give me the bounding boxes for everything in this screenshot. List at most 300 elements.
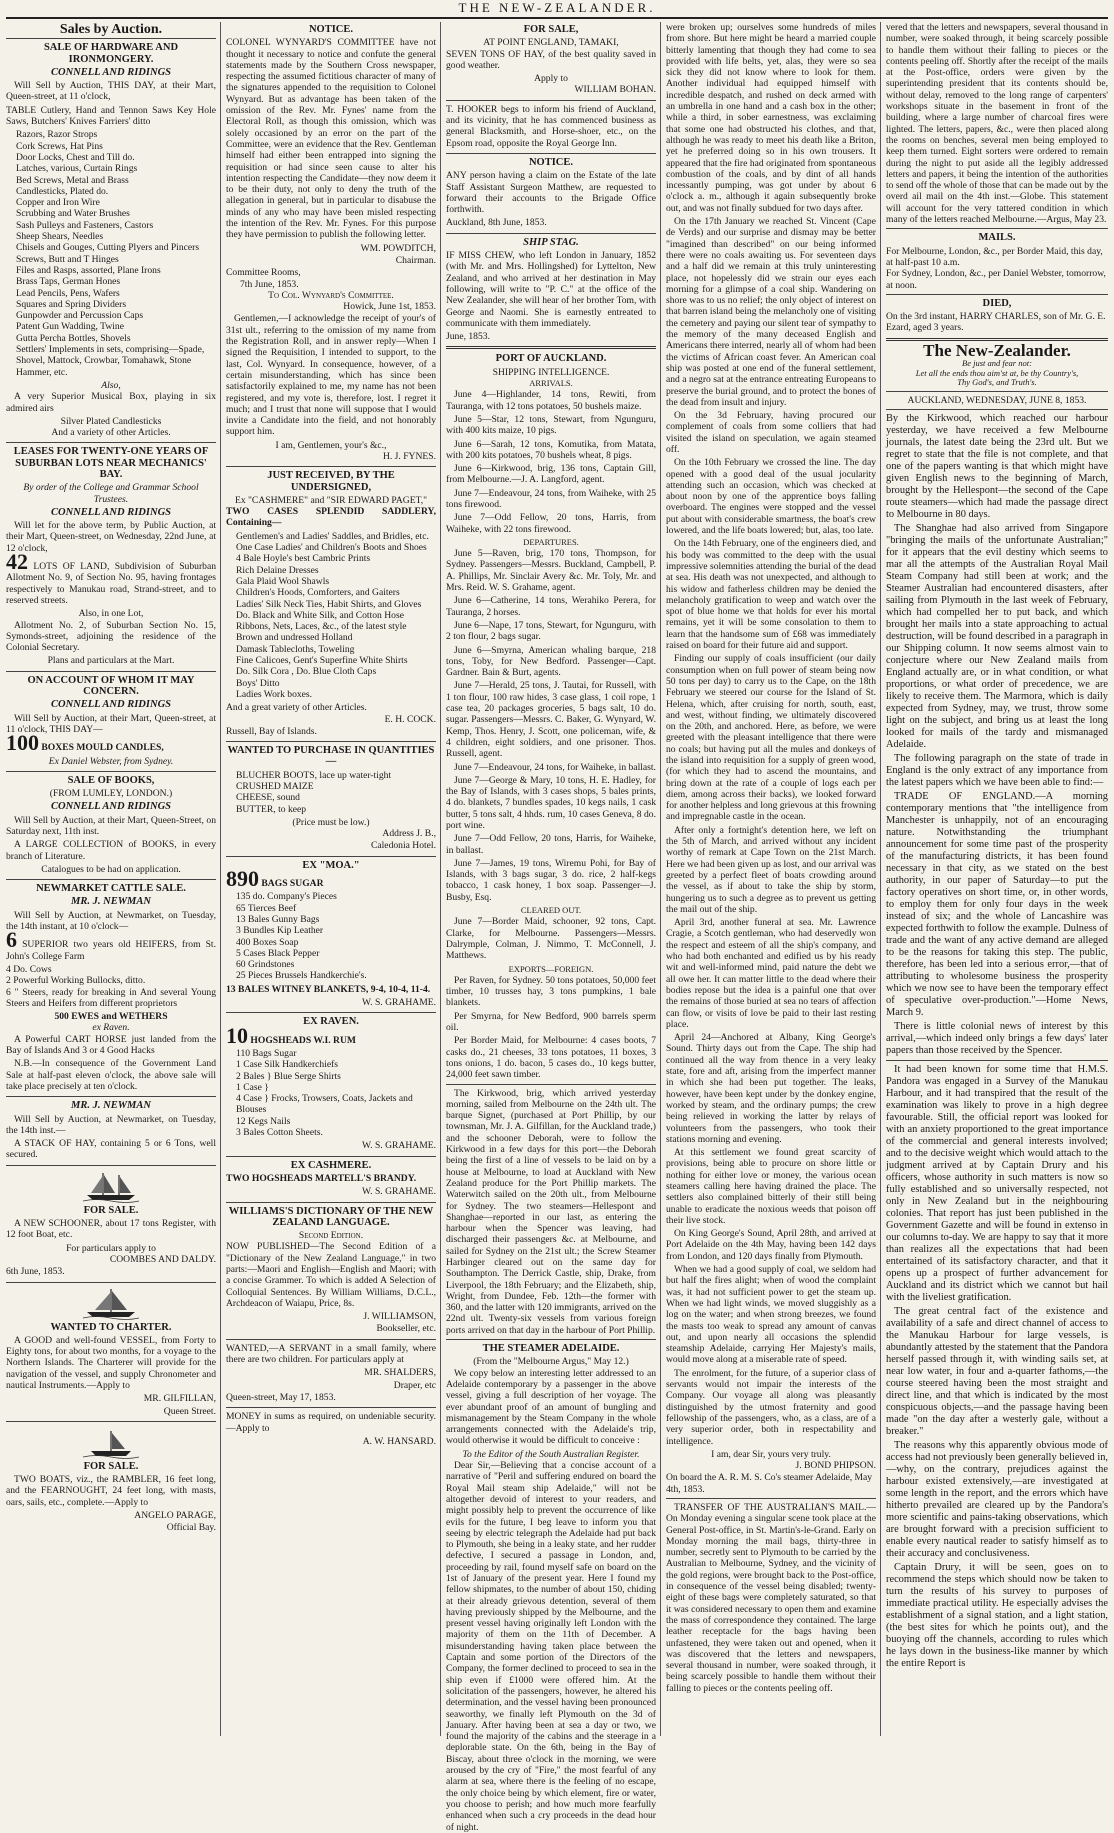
- shipping-entry: June 7—Endeavour, 24 tons, from Waiheke, with 25 tons firewood.: [446, 487, 656, 510]
- ad-text: IF MISS CHEW, who left London in January, 1852 (with Mr. and Mrs. Hollingshed) for Lyttelton, New Zealand, and who arrived at her destination in May following, will write to "P. C." at the office of the New Zealander, she will hear of her brother Tom, with George and Naomi. She is earnestly entreated to communicate with them immediately.: [446, 250, 656, 329]
- signature: H. J. FYNES.: [382, 450, 436, 462]
- list-item: 4 Case } Frocks, Trowsers, Coats, Jackets and Blouses: [236, 1093, 413, 1116]
- signature: J. BOND PHIPSON.: [795, 1460, 876, 1472]
- blacksmith-ad: [446, 104, 656, 149]
- ad-text: TWO BOATS, viz., the RAMBLER, 16 feet long, and the FEARNOUGHT, 24 feet long, with masts, oars, sails, etc., complete.—Apply to: [6, 1474, 216, 1508]
- letter-text: On the 10th February we crossed the line. The day opened with a good deal of the usual jocularity attending such an occasion, which was checked at about noon by one of the apprentice boys falling overboard. The engines were stopped and the vessel put about with considerable smartness, the boat's crew lowered, and the life boats lowered; but, alas, too late.: [666, 457, 876, 537]
- ad-date: Auckland, 8th June, 1853.: [446, 217, 547, 229]
- rule: [6, 671, 216, 672]
- box-count: 100: [6, 730, 39, 756]
- shipping-entry: June 6—Smyrna, American whaling barque, 218 tons, Toby, for New Bedford. Passenger—Capt. Gardner. Bain & Burt, agents.: [446, 644, 656, 679]
- list-item: Children's Hoods, Comforters, and Gaiters: [236, 587, 400, 599]
- list-item: Settlers' Implements in sets, comprising—Spade, Shovel, Mattock, Crowbar, Tomahawk, Stone Hammer, etc.: [16, 344, 205, 378]
- list-item: One Case Ladies' and Children's Boots and Shoes: [236, 542, 427, 554]
- signature: W. S. GRAHAME.: [361, 997, 436, 1009]
- ad-text: A very Superior Musical Box, playing in six admired airs: [6, 391, 216, 414]
- signature-place: Official Bay.: [166, 1522, 216, 1534]
- schooner-sale-ad: [6, 1169, 216, 1278]
- letter-text: On the 14th February, one of the engineers died, and his body was committed to the deep with the usual impressive solemnities attending the burial of the dead at sea. His death was not unexpected, and although to his widow and fatherless children may be denied the melancholy gratification to weep and watch over the spot of blue home we that holds for ever his mortal remains, yet it will be some consolation to them to learn that the handsome sum of £68 was immediately raised on board for their future aid and support.: [666, 538, 876, 652]
- editorial-paragraph: It had been known for some time that H.M.S. Pandora was engaged in a Survey of the Manukau Harbour, and it had transpired that the result of the examination was likely to prove in a high degree favourable. Still, the official report was looked for with an anxiety proportioned to the great importance of the commercial and general interests involved; and to the decisive weight which would attach to the judgment arrived at by Captain Drury and his officers, whose authority in such matters is now so fully established and so universally respected, not only in New Zealand but in the neighbouring colonies. That report has just been published in the Government Gazette and will be found in extenso in our columns to-day. We are happy to say that it more than realizes all the expectations that had been entertained of its satisfactory character, and that it opens up a prospect of further advancement for Auckland and its district which we cannot but hail with the liveliest gratification.: [886, 1063, 1108, 1303]
- rule: [886, 391, 1108, 392]
- letter-text: At this settlement we found great scarcity of provisions, being able to procure on shore little or nothing for either love or money, the various ocean steamers calling here having drained the place. The settlers also complained bitterly of their still being unable to eradicate the noxious weeds that poison off their live stock.: [666, 1147, 876, 1226]
- ad-lead: HOGSHEADS W.I. RUM: [250, 1034, 356, 1046]
- rule: [886, 228, 1108, 229]
- ad-subtitle: AT POINT ENGLAND, TAMAKI,: [483, 37, 619, 49]
- ship-icon: [81, 1425, 141, 1459]
- ad-text: A STACK OF HAY, containing 5 or 6 Tons, well secured.: [6, 1138, 216, 1161]
- ad-title: SALE OF BOOKS,: [67, 774, 155, 786]
- ad-text: ANY person having a claim on the Estate of the late Staff Assistant Surgeon Matthew, are requested to forward their accounts to the Brigade Office forthwith.: [446, 170, 656, 216]
- ship-icon: [81, 1286, 141, 1320]
- shipping-entry: June 6—Nape, 17 tons, Stewart, for Ngunguru, with 2 ton flour, 2 bags sugar.: [446, 619, 656, 643]
- letter-text: April 3rd, another funeral at sea. Mr. Lawrence Cragie, a Scotch gentleman, who had deservedly won the respect and esteem of all the ship's company, and who had both enchanted and edified us by his ready wit and well-informed mind, paid nature the debt we all owe her. It can matter little to the dead where their bodies repose but the idea is a painful one that over the remains of those buried at sea no tears of affection can flow, or visits of love be paid to their last resting place.: [666, 917, 876, 1030]
- list-item: Files and Rasps, assorted, Plane Irons: [16, 264, 161, 276]
- list-item: 2 Bales } Blue Serge Shirts: [236, 1070, 341, 1082]
- shipping-entry: June 6—Kirkwood, brig, 136 tons, Captain Gill, from Melbourne.—J. A. Langford, agent.: [446, 463, 656, 486]
- list-item: Damask Tablecloths, Toweling: [236, 643, 355, 655]
- auctioneer: CONNELL AND RIDINGS: [51, 66, 171, 78]
- editorial-paragraph: Captain Drury, it will be seen, goes on to recommend the steps which should now be taken to turn the results of his survey to purposes of immediate practical utility. He especially advises the establishment of a signal station, and a light station, (the best sites for which he points out), and the buoying off the channels, according to rules which he lays down in the business-like manner by which the entire Report is: [886, 1561, 1108, 1669]
- bag-count: 890: [226, 866, 259, 892]
- list-item: Door Locks, Chest and Till do.: [16, 151, 135, 163]
- arrivals-heading: ARRIVALS.: [529, 378, 573, 389]
- list-item: Scrubbing and Water Brushes: [16, 208, 130, 220]
- column-1: [6, 22, 216, 1736]
- ad-text: A NEW SCHOONER, about 17 tons Register, with 12 foot Boat, etc.: [6, 1218, 216, 1241]
- ad-lead: TWO CASES SPLENDID SADDLERY, Containing—: [226, 506, 436, 529]
- rule: [446, 1339, 656, 1340]
- exports-heading: EXPORTS—FOREIGN.: [508, 963, 594, 974]
- ad-lead: BAGS SUGAR: [261, 878, 324, 890]
- ad-title: WILLIAMS'S DICTIONARY OF THE NEW ZEALAND LANGUAGE.: [228, 1205, 434, 1228]
- list-item: Sash Pulleys and Fasteners, Castors: [16, 219, 154, 231]
- ad-text: Ex Daniel Webster, from Sydney.: [48, 755, 174, 767]
- news-paragraph: TRANSFER OF THE AUSTRALIAN'S MAIL.—On Monday evening a singular scene took place at the General Post-office, in St. Martin's-le-Grand. Early on Monday morning the mail bags, thirty-three in number, secretly sent to Plymouth to be carried by the Australian to Melbourne, Sydney, and the vicinity of the gold regions, were brought back to the Post-office, in consequence of the vessel being disabled; twenty-eight of these bags were completely saturated, so that it was considered necessary to open them and examine the mass of correspondence they contained. The large leather receptacle for the bags having been unfastened, they were taken out and opened, when it was discovered that the letters and newspapers, several thousand in number, were soaked through, it being scarcely possible to handle them without their falling to pieces or the contents peeling off.: [666, 1502, 876, 1694]
- signature: J. WILLIAMSON,: [363, 1311, 436, 1323]
- rule: [6, 38, 216, 39]
- letter-closing: I am, Gentlemen, your's &c.,: [275, 439, 387, 451]
- editorial-paragraph: The following paragraph on the state of trade in England is the only extract of any importance from the latest papers which we have been able to find:—: [886, 752, 1108, 788]
- item-list: [6, 129, 216, 378]
- letter-text: On the 3d February, having procured our complement of coals from some colliers that had visited the island on speculation, we again steamed off.: [666, 410, 876, 455]
- shipping-entry: June 7—Odd Fellow, 20 tons, Harris, from Waiheke, with 22 tons firewood.: [446, 512, 656, 535]
- committee-notice: [226, 24, 436, 462]
- list-item: Do. Silk Cora , Do. Blue Cloth Caps: [236, 666, 377, 678]
- ad-title: NEWMARKET CATTLE SALE.: [36, 883, 186, 895]
- list-item: Gentlemen's and Ladies' Saddles, and Bridles, etc.: [236, 530, 429, 542]
- auctioneer: CONNELL AND RIDINGS: [51, 699, 171, 711]
- cleared-heading: CLEARED OUT.: [520, 905, 582, 916]
- letter-text: The enrolment, for the future, of a superior class of servants would not impair the interests of the Company. Our voyage all along was pleasantly distinguished by the utmost fraternity and good fellowship of the passengers, who, as a class, are of a very superior order, both in respectability and intelligence.: [666, 1367, 876, 1447]
- signature: ANGELO PARAGE,: [134, 1510, 216, 1522]
- ad-title: JUST RECEIVED, BY THE UNDERSIGNED,: [267, 470, 395, 493]
- section-title: Sales by Auction.: [59, 22, 163, 37]
- letter-text: On the 17th January we reached St. Vincent (Cape de Verds) and our surprise and dismay may be better "imagined than described" on our being informed there were no coals awaiting us. For seventeen days and a half did we remain at this truly uninteresting place, not hopelessly did we strain our eyes each morning for a glimpse of a coal ship. Wandering on shore was to us no relief; the only object of interest on that barren island being the melancholy one of visiting the cemetery and paying our silent tear of sympathy to the memory of the many deceased English and Americans there interred, nearly all of whom had been the victims of African coast fever. An American coal ship was posted at one end of the funeral settlement, and a negro sat at the entrance entreating Europeans to preserve the burial ground, and to protect the bones of the dead from insult and injury.: [666, 216, 876, 408]
- auctioneer: CONNELL AND RIDINGS: [51, 801, 171, 813]
- article-title: THE STEAMER ADELAIDE.: [482, 1343, 620, 1355]
- shipping-entry: June 5—Raven, brig, 170 tons, Thompson, for Sydney. Passengers—Messrs. Buckland, Campbell, P. A. Phillips, Mr. Sinclair Avery &c. Mr. Toly, Mr. and Mrs. Reid. W. S. Grahame, agent.: [446, 548, 656, 594]
- saddlery-ad: [226, 470, 436, 737]
- signature: MR. SHALDERS,: [364, 1367, 436, 1379]
- rule: [6, 442, 216, 443]
- list-item: Brass Taps, German Hones: [16, 276, 121, 288]
- list-item: 65 Tierces Beef: [236, 902, 297, 914]
- shipping-entry: June 6—Sarah, 12 tons, Komutika, from Matata, with 200 kits potatoes, 70 bushels wheat, 8 pigs.: [446, 438, 656, 461]
- ship-stag-ad: [446, 237, 656, 343]
- estate-notice: [446, 157, 656, 229]
- shipping-entry: June 7—Herald, 25 tons, J. Tautai, for Russell, with 1 ton flour, 100 raw hides, 3 case glass, 1 coil rope, 1 case tea, 20 packages groceries, 5 bags salt, 10 do. sugar. Passengers—Messrs. C. Baker, G. Wynyard, W. Kemp, Thos. Henry, J. Scott, one policeman, wife, & 4 children, eight soldiers, and one prisoner. Thos. Russell, agent.: [446, 680, 656, 760]
- list-item: CHEESE, sound: [236, 792, 300, 804]
- ad-text: BOXES MOULD CANDLES,: [41, 742, 164, 754]
- editorial-paragraph: The Shanghae had also arrived from Singapore "bringing the mails of the unfortunate Australian;" for it appears that the evil destiny which seems to mar all the attempts of the Australian Royal Mail Steam Company had still been at work; and the Steamer Australian had encountered disasters, after sailing from Plymouth in the last week of February, which had compelled her to put back, and which brought her mails into a state approaching to actual destruction, will be found described in a paragraph in our Shipping column. It now seems almost vain to conjecture where our New Zealand mails from England actually are, or in what condition, or what proportions, or what order of precedence, we are likely to receive them. The Marmora, which is daily expected from Sydney, may, we trust, throw some light on the subject, and bring us at least the long looked for mails of the tardy and mismanaged Adelaide.: [886, 522, 1108, 750]
- list-item: BUTTER, to keep: [236, 803, 307, 815]
- list-item: Razors, Razor Strops: [16, 129, 98, 141]
- section-title: PORT OF AUCKLAND.: [495, 353, 607, 365]
- double-rule: [446, 346, 656, 349]
- list-item: Gunpowder and Percussion Caps: [16, 310, 144, 322]
- list-item: CRUSHED MAIZE: [236, 781, 314, 792]
- ad-text: Silver Plated Candlesticks: [60, 415, 162, 427]
- auctioneer: MR. J. NEWMAN: [71, 1100, 151, 1112]
- lot-count: 42: [6, 549, 28, 575]
- section-subtitle: SHIPPING INTELLIGENCE.: [492, 366, 610, 378]
- item-list: [226, 531, 436, 700]
- ad-title: FOR SALE.: [83, 1460, 139, 1472]
- column-5: [886, 22, 1108, 1736]
- ad-title: FOR SALE,: [523, 24, 579, 35]
- motto-line: Be just and fear not:: [962, 358, 1032, 369]
- paper-title: The New-Zealander.: [923, 340, 1071, 360]
- list-item: 60 Grindstones: [236, 959, 295, 971]
- money-ad: [226, 1411, 436, 1447]
- news-paragraph: vered that the letters and newspapers, several thousand in number, were soaked through, it being scarcely possible to handle them without their falling to pieces or the contents peeling off. Shortly after the receipt of the mails at the Post-office, orders were given by the superintending president that its contents should be, without delay, removed to the long range of carpenters' workshops situate in the basement in front of the building, where a large number of charcoal fires were lighted. The letters, papers, &c., were then placed along the rooms on benches, several men being employed to keep them turned. Eight sorters were ordered to remain during the night to put aside all the legibly addressed letters and papers, it being the intention of the authorities to send off the whole of those that can be made out by the overd ail mail on the 4th inst.—Globe. This statement will account for the very tattered condition in which many of the letters reached Melbourne.—Argus, May 23.: [886, 22, 1108, 226]
- list-item: Fine Calicoes, Gent's Superfine White Shirts: [236, 655, 408, 667]
- list-item: Candlesticks, Plated do.: [16, 185, 109, 197]
- shipping-entry: Per Raven, for Sydney. 50 tons potatoes, 50,000 feet timber, 10 trusses hay, 3 tons pumpkins, 1 bale blankets.: [446, 974, 656, 1009]
- ad-text: (Price must be low.): [292, 816, 370, 828]
- list-item: 400 Boxes Soap: [236, 936, 299, 948]
- letter-text: Dear Sir,—Believing that a concise account of a narrative of "Peril and suffering endured on board the Royal Mail steam ship Adelaide," will not be altogether devoid of interest to your readers, and might possibly help to prevent the occurrence of like evils for the future, I beg leave to inform you that seeing by electric telegraph the Adelaide had put back to Plymouth, she being in a leaky state, and her rudder defective, I secured a passage in London, and, proceeding by rail, found myself safe on board on the 1st of January of the present year. Here I found my fellow shipmates, to the number of about 150, chiding at their already grievous detention, several of them having previously shipped by the Melbourne, and the present vessel having originally left London with the majority of them on the 11th of December. A misunderstanding having taken place between the Captain and some portion of the Directors of the Company, the former declined to proceed to sea in the ship even if £1000 were offered him. At the solicitation of the passengers, however, he altered his determination, and the vessel having been pronounced seaworthy, we finally left Plymouth on the 3d of January. After having been at sea a day or two, we found the majority of the cabins and the steerage in a deplorable state. On the 6th, being in the Bay of Biscay, about three o'clock in the morning, we were aroused by the cry of "Fire," the most fearful of any alarm at sea, where there is the feeling of no escape, the only choice being by which element, fire or water, you choose to perish; and how much more fearfully enhanced when such a cry proceeds in the dead hour of night.: [446, 1460, 656, 1833]
- masthead: THE NEW-ZEALANDER.: [458, 0, 656, 15]
- leases-sale-ad: [6, 446, 216, 666]
- rule: [226, 741, 436, 742]
- ad-text: For particulars apply to: [66, 1242, 156, 1254]
- list-item: Squares and Spring Dividers: [16, 298, 127, 310]
- list-item: 3 Bundles Kip Leather: [236, 925, 324, 937]
- ad-date: June, 1853.: [446, 331, 490, 343]
- list-item: Screws, Butt and T Hinges: [16, 253, 119, 265]
- list-item: 3 Bales Cotton Sheets.: [236, 1127, 323, 1139]
- list-item: Gutta Percha Bottles, Shovels: [16, 332, 131, 344]
- editorial-paragraph: By the Kirkwood, which reached our harbour yesterday, we have received a few Melbourne journals, the latest date being the 23rd ult. But we regret to state that the file is not complete, and that one of the papers wanting is that which might have given English news to the beginning of March, brought by the Hellespont—the second of the Cape route steamers—which had made the passage direct to Melbourne in 80 days.: [886, 412, 1108, 520]
- ad-text: 13 BALES WITNEY BLANKETS, 9-4, 10-4, 11-4.: [226, 983, 431, 995]
- shipping-entry: Per Smyrna, for New Bedford, 900 barrels sperm oil.: [446, 1010, 656, 1034]
- ad-date: Howick, June 1st, 1853.: [343, 301, 436, 313]
- shipping-entry: Per Border Maid, for Melbourne: 4 cases boots, 7 casks do., 21 cheeses, 33 tons potatoes, 11 boxes, 3 tons onions, 1 do. bacon, 5 cases do., 10 kegs butter, 24,000 feet sawn timber.: [446, 1035, 656, 1081]
- signature: W. S. GRAHAME.: [361, 1140, 436, 1152]
- editorial-paragraph: TRADE OF ENGLAND.—A morning contemporary mentions that "the intelligence from Manchester is unhappily, not of an encouraging nature. Notwithstanding the triumphant announcement for some time past of the prosperity of the manufacturing districts, it has been found necessary in that city, as we stated on the best authority, in our paper of Saturday—to put the factory operatives on short time, or, in other words, to employ them for only four days in the week instead of six; and the whole of Lancashire was expected forthwith to follow the example. Dulness of trade and the want of any active demand are alleged to be the reasons for taking this step. The public, therefore, has been led into a serious error,—that of attributing to wholesome business the prosperity which we now see to have been the temporary effect of speculative over-production."—Home News, March 9.: [886, 790, 1108, 1018]
- died-title: DIED,: [982, 297, 1012, 309]
- ad-text: T. HOOKER begs to inform his friend of Auckland, and its vicinity, that he has commenced business as general Blacksmith, and Horse-shoer, etc., on the Epsom road, opposite the Royal George Inn.: [446, 103, 656, 149]
- ad-title: SHIP STAG.: [523, 236, 579, 248]
- signature: W. S. GRAHAME.: [361, 1186, 436, 1198]
- letter-text: April 24—Anchored at Albany, King George's Sound. Thirty days out from the Cape. The ship had continued all the way from thence in a very leaky state, fore and aft, arising from the imperfect manner in which she had been put together. The leaks, however, have been kept under by the donkey engine, worked by steam, and the ordinary pumps; the crew being relieved in working the latter by relays of volunteers from the passengers, who took their stations morning and evening.: [666, 1032, 876, 1145]
- ad-intro: Will Sell by Auction, at their Mart, Queen-street, at 11 o'clock, THIS DAY—: [6, 712, 216, 735]
- also-label: Also,: [101, 379, 121, 391]
- ad-text: And a variety of other Articles.: [51, 427, 171, 439]
- list-item: 110 Bags Sugar: [236, 1047, 297, 1059]
- column-3: [446, 22, 656, 1833]
- ad-title: WANTED TO CHARTER.: [50, 1321, 172, 1333]
- mails-title: MAILS.: [978, 232, 1016, 244]
- rule: [226, 1407, 436, 1408]
- ad-text: Plans and particulars at the Mart.: [47, 655, 175, 667]
- hardware-sale-ad: [6, 42, 216, 438]
- died-text: On the 3rd instant, HARRY CHARLES, son of Mr. G. E. Ezard, aged 3 years.: [886, 311, 1106, 334]
- list-item: 13 Bales Gunny Bags: [236, 913, 320, 925]
- signature: WM. POWDITCH,: [360, 242, 436, 254]
- ad-text: By order of the College and Grammar School Trustees.: [23, 482, 199, 505]
- rule: [886, 294, 1108, 295]
- hogshead-count: 10: [226, 1022, 248, 1048]
- list-item: Rich Delaine Dresses: [236, 564, 319, 576]
- item-list: [226, 891, 436, 981]
- ad-text: 2 Powerful Working Bullocks, ditto.: [6, 975, 146, 987]
- ad-text: SUPERIOR two years old HEIFERS, from St. John's College Farm: [6, 939, 216, 962]
- auctioneer: CONNELL AND RIDINGS: [51, 506, 171, 518]
- signature: E. H. COCK.: [384, 713, 436, 725]
- ad-title: EX RAVEN.: [303, 1016, 359, 1028]
- signature: WILLIAM BOHAN.: [574, 84, 656, 96]
- ad-text: N.B.—In consequence of the Government Land Sale at half-past eleven o'clock, the above sale will take place precisely at ten o'clock.: [6, 1058, 216, 1092]
- list-item: Chisels and Gouges, Cutting Plyers and Pincers: [16, 242, 200, 254]
- list-item: Ladies Work boxes.: [236, 688, 313, 700]
- list-item: 135 do. Company's Pieces: [236, 891, 337, 903]
- servant-ad: [226, 1343, 436, 1403]
- adelaide-letter-continued: [666, 22, 876, 1694]
- news-paragraph: The Kirkwood, brig, which arrived yesterday morning, sailed from Melbourne on the 24th ult. The barque Signet, (purchased at Port Phillip, by our townsman, Mr. J. A. Gilfillan, for the Auckland trade,) and the schooner Deborah, were to follow the Kirkwood in a few days for this port—the Deborah being the first of a line of vessels to be laid on by a house at Melbourne, to load at Auckland with New Zealand produce for the Port Phillip markets. The Waterwitch sailed on the 20th ult., from Melbourne for Sydney. The two steamers—Hellespont and Shanghae—reported in our last, as entering the harbour when the Spencer was leaving, had discharged their passengers &c. at Melbourne, and sailed for Sydney on the 21st ult.; the Screw Steamer Harbinger cleared out on the same day for Southampton. The Derrick Castle, ship, Drake, from Liverpool, the 18th February; and the Elizabeth, ship, Wright, from Dundee, Feb. 12th—the former with 360, and the latter with 120 immigrants, arrived on the 22nd ult. Twenty-six vessels from various foreign ports arrived on that day in the harbour of Port Phillip.: [446, 1087, 656, 1336]
- signature-title: Chairman.: [395, 254, 436, 266]
- ad-text: 500 EWES and WETHERS: [54, 1011, 168, 1023]
- list-item: Patent Gun Wadding, Twine: [16, 321, 124, 333]
- ad-text: And a great variety of other Articles.: [226, 702, 367, 714]
- rule: [886, 409, 1108, 410]
- hay-ad: [446, 24, 656, 96]
- ad-text: Ex "CASHMERE" and "SIR EDWARD PAGET,": [234, 494, 428, 506]
- rule: [446, 100, 656, 101]
- ad-title: EX "MOA.": [302, 859, 360, 871]
- signature-place: Russell, Bay of Islands.: [226, 725, 317, 737]
- ad-intro: Will let for the above term, by Public Auction, at their Mart, Queen-street, on Wednesday, 22nd June, at 12 o'clock,: [6, 520, 216, 554]
- rule: [6, 771, 216, 772]
- mails-text: For Melbourne, London, &c., per Border Maid, this day, at half-past 10 a.m.: [886, 245, 1103, 268]
- ad-text: A GOOD and well-found VESSEL, from Forty to Eighty tons, for about two months, for a voyage to the Northern Islands. The Charterer will provide for the navigation of the vessel, and supply Chronometer and nautical Instruments.—Apply to: [6, 1334, 216, 1391]
- shipping-entry: June 7—Odd Fellow, 20 tons, Harris, for Waiheke, in ballast.: [446, 833, 656, 856]
- ad-lead: TABLE Cutlery, Hand and Tennon Saws Key Hole Saws, Butchers' Knives Farriers' ditto: [6, 104, 216, 128]
- ad-text: A Powerful CART HORSE just landed from the Bay of Islands And 3 or 4 Good Hacks: [6, 1033, 216, 1057]
- shipping-entry: June 4—Highlander, 14 tons, Rewiti, from Tauranga, with 12 tons potatoes, 50 bushels maize.: [446, 389, 656, 412]
- list-item: 25 Pieces Brussels Handkerchie's.: [236, 970, 367, 982]
- ad-title: ON ACCOUNT OF WHOM IT MAY CONCERN.: [27, 674, 195, 698]
- signature-title: Bookseller, etc.: [376, 1323, 436, 1335]
- column-4: [666, 22, 876, 1736]
- ad-title: LEASES FOR TWENTY-ONE YEARS OF SUBURBAN LOTS NEAR MECHANICS' BAY.: [13, 446, 209, 480]
- ad-text: WANTED,—A SERVANT in a small family, where there are two children. For particulars apply at: [226, 1342, 436, 1366]
- motto-line: Let all the ends thou aim'st at, be thy Country's,: [915, 367, 1079, 378]
- auctioneer: MR. J. NEWMAN: [71, 896, 151, 908]
- ad-subtitle: (FROM LUMLEY, LONDON.): [49, 788, 173, 800]
- rule: [666, 1498, 876, 1499]
- rule: [886, 1060, 1108, 1061]
- mails-text: For Sydney, London, &c., per Daniel Webster, tomorrow, at noon.: [886, 268, 1106, 291]
- list-item: 12 Kegs Nails: [236, 1115, 291, 1127]
- news-paragraph: We copy below an interesting letter addressed to an Adelaide contemporary by a passenger in the above vessel, giving a full description of her voyage. The ever abundant proof of an amount of bungling and mismanagement by the Steam Company in the whole arrangements connected with the Adelaide's trip, would otherwise it would be difficult to conceive :: [446, 1367, 656, 1447]
- ad-date: 7th June, 1853.: [240, 278, 299, 290]
- ad-date: 6th June, 1853.: [6, 1266, 65, 1278]
- ad-text: ex Raven.: [92, 1022, 130, 1034]
- signature: A. W. HANSARD.: [362, 1435, 436, 1447]
- ad-title: NOTICE.: [308, 24, 354, 35]
- item-list: [226, 770, 436, 815]
- ad-intro: Will Sell by Auction, THIS DAY, at their Mart, Queen-street, at 11 o'clock,: [6, 80, 216, 103]
- list-item: Boys' Ditto: [236, 677, 280, 689]
- shipping-entry: June 7—James, 19 tons, Wiremu Pohi, for Bay of Islands, with 3 bags sugar, 3 do. rice, 2 half-kegs tobacco, 1 cask honey, 1 box soap. Passenger—J. Busby, Esq.: [446, 857, 656, 903]
- letter-closing: I am, dear Sir, yours very truly.: [711, 1448, 831, 1460]
- ad-title: EX CASHMERE.: [290, 1159, 372, 1171]
- ad-intro: Will Sell by Auction, at Newmarket, on Tuesday, the 14th inst.—: [6, 1113, 216, 1136]
- editorial-paragraph: The reasons why this apparently obvious mode of access had not previously been generally believed in,—why, on the contrary, prejudices against the harbour existed extensively,—are investigated at some length in the report, and the errors which have hitherto prevailed are cleared up by the Pandora's more scientific and pains-taking observations, which are brought forward with a precision sufficient to enable every nautical reader to satisfy himself as to their accuracy and conclusiveness.: [886, 1439, 1108, 1559]
- ad-text: 6 " Steers, ready for breaking in And several Young Steers and Heifers from different proprietors: [6, 986, 216, 1009]
- ad-text: A LARGE COLLECTION of BOOKS, in every branch of Literature.: [6, 839, 216, 862]
- ad-text: Catalogues to be had on application.: [41, 863, 181, 875]
- list-item: 4 Bale Hoyle's best Cambric Prints: [236, 553, 371, 565]
- cattle-sale-ad: [6, 883, 216, 1092]
- column-divider: [660, 22, 661, 1736]
- hay-sale-ad: [6, 1100, 216, 1160]
- signature: Address J. B.,: [382, 828, 436, 840]
- letter-text: Gentlemen,—I acknowledge the receipt of your's of 31st ult., referring to the omission of my name from the Registration Roll, and in answer reply—When I signed the Requisition, I intended to support, to the last, Col. Wynyard. In consequence, however, of a certain misunderstanding, which has since been satisfactorily explained to me, my name has not been registered, and my vote is, therefore, lost. I regret it much; and I trust that none will suppose that I would invite a Candidate into the field, and not honorably support him.: [226, 313, 436, 438]
- rule: [6, 1421, 216, 1422]
- wanted-purchase-ad: [226, 745, 436, 852]
- rule: [226, 1339, 436, 1340]
- masthead-rule: [6, 17, 1108, 19]
- cashmere-ad: [226, 1160, 436, 1198]
- ad-text: COLONEL WYNYARD'S COMMITTEE have not thought it necessary to notice and confute the general statements made by the Southern Cross newspaper, respecting the assumed fictitious character of many of the signatures appended to the requisition to Colonel Wynyard. But as advantage has been taken of the omission of the Rev. Mr. Fynes' name from the Electoral Roll, as though this omission, which was solely occasioned by an error on the part of the Committee, were an evidence that the Rev. Gentleman himself had either been entrapped into signing the requisition or had since seen cause to alter his intention respecting the Candidate—they now deem it to be their duty, not only to deny the truth of the allegation in general, but in particular to disabuse the minds of any who may have been misled respecting the intention of the Rev. Mr. Fynes. For this purpose they have permission to publish the following letter.: [226, 37, 436, 241]
- letter-text: were broken up; ourselves some hundreds of miles from shore. But here might be heard a married couple bitterly lamenting that though they had come to sea provided with life belts, yet, alas, they were so sea sick they did not know where to look for them. Another individual had equipped himself with incredible despatch, and rushed on deck armed with an umbrella in one hand and a cash box in the other; while a third, in sober earnestness, was exclaiming that some one had obstructed his clothes, and that, although he was ready to meet his death like a Briton, yet he preferred doing so in his own trousers. It appeared that the fire had originated from spontaneous combustion of the coals, and by dint of all hands incessantly pumping, was got under by about 6 o'clock a. m., although it again subsequently broke out, and was not finally subdued for two days after.: [666, 22, 876, 214]
- ad-title: NOTICE.: [528, 156, 574, 168]
- ad-subtitle: Second Edition.: [298, 1230, 364, 1242]
- ad-text: NOW PUBLISHED—The Second Edition of a "Dictionary of the New Zealand Language," in two parts:—Maori and English—English and Maori; with a concise Grammer. To which is added A Selection of Colloquial Sentences. By William Williams, D.C.L., Archdeacon of Waiapu, Price, 8s.: [226, 1241, 436, 1309]
- signature: MR. GILFILLAN,: [143, 1393, 216, 1405]
- signature: COOMBES AND DALDY.: [109, 1253, 216, 1265]
- ad-date: Queen-street, May 17, 1853.: [226, 1391, 336, 1403]
- letter-text: When we had a good supply of coal, we seldom had but half the fires alight; when of wood the complaint was, it had not sufficient power to get the steam up. When we had light winds, we moved sluggishly as a log on the water; and when strong breezes, we found the masts too weak to spread any amount of canvas out, and upon nearly all occasions the splendid steamship Adelaide, carrying Her Majesty's mails, would move along at a miserable rate of speed.: [666, 1264, 876, 1366]
- ad-text: Committee Rooms,: [226, 267, 301, 279]
- signature-place: On board the A. R. M. S. Co's steamer Adelaide, May 4th, 1853.: [666, 1472, 873, 1495]
- rule: [226, 466, 436, 467]
- letter-text: Finding our supply of coals insufficient (our daily consumption when on full power of steam being now 50 tons per day) to carry us to the Cape, on the 18th February we steered our course for the Island of St. Helena, which, after cruising for north, south, east, and west, without finding, we ultimately discovered on the 20th, and anchored. Here, as before, we were greeted with the pleasant intelligence that there were no coals; but having put all the mules and donkeys of the island into requisition for a supply of green wood, (for which they had to ascend the mountains, and bring down at the rate of a couple of logs each per diem, among across their backs), we looked forward for another helpless and long grievous at this frowning and impregnable castle in the ocean.: [666, 653, 876, 823]
- ad-title: SALE OF HARDWARE AND IRONMONGERY.: [43, 42, 179, 65]
- rule: [6, 1096, 216, 1097]
- ad-text: MONEY in sums as required, on undeniable security.—Apply to: [226, 1411, 436, 1434]
- shipping-entry: June 5—Star, 12 tons, Stewart, from Ngunguru, with 400 kits maize, 10 pigs.: [446, 413, 656, 437]
- letter-salutation: To the Editor of the South Australian Register.: [462, 1448, 640, 1460]
- item-list: [226, 1048, 436, 1138]
- ship-icon: [81, 1169, 141, 1203]
- also-label: Also, in one Lot,: [78, 608, 144, 620]
- signature-place: Caledonia Hotel.: [370, 840, 436, 852]
- column-divider: [220, 22, 221, 1736]
- shipping-entry: June 7—Endeavour, 24 tons, for Waiheke, in ballast.: [454, 761, 656, 773]
- column-divider: [880, 22, 881, 1736]
- rule: [446, 153, 656, 154]
- boats-sale-ad: [6, 1425, 216, 1534]
- list-item: Ribbons, Nets, Laces, &c., of the latest style: [236, 621, 407, 633]
- column-divider: [440, 22, 441, 1736]
- ad-title: FOR SALE.: [83, 1204, 139, 1216]
- rule: [6, 1282, 216, 1283]
- list-item: Cork Screws, Hat Pins: [16, 140, 103, 152]
- list-item: Bed Screws, Metal and Brass: [16, 174, 129, 186]
- ad-text: LOTS OF LAND, Subdivision of Suburban Allotment No. 9, of Section No. 95, having frontages respectively to Manukau road, Strand-street, and to reserved streets.: [6, 561, 216, 606]
- raven-ad: [226, 1016, 436, 1151]
- list-item: 5 Cases Black Pepper: [236, 947, 320, 959]
- letter-text: After only a fortnight's detention here, we left on the 5th of March, and arrived without any incident worthy of remark at Cape Town on the 21st March. Here we had been given up as lost, and our arrival was greeted by a perfect fleet of boats crowding around the vessel, as if about to take the ship by storm, hungering us to such a degree as to prevent us getting the mail out of the ship.: [666, 824, 876, 915]
- rule: [226, 1012, 436, 1013]
- list-item: BLUCHER BOOTS, lace up water-tight: [236, 769, 392, 781]
- ad-text: 4 Do. Cows: [6, 963, 52, 975]
- list-item: 1 Case Silk Handkerchiefs: [236, 1059, 339, 1071]
- rule: [226, 1156, 436, 1157]
- shipping-intelligence: [446, 353, 656, 1832]
- charter-ad: [6, 1286, 216, 1417]
- shipping-entry: June 6—Catherine, 14 tons, Werahiko Perera, for Tauranga, 2 horses.: [446, 595, 656, 618]
- dictionary-ad: [226, 1206, 436, 1335]
- rule: [6, 1165, 216, 1166]
- signature-place: Queen Street.: [163, 1405, 216, 1417]
- motto-line: Thy God's, and Truth's.: [957, 377, 1037, 388]
- shipping-entry: June 7—George & Mary, 10 tons, H. E. Hadley, for the Bay of Islands, with 3 cases shops, 5 bales prints, 4 do. blankets, 7 bundles spades, 10 kegs nails, 1 cask butter, 5 tons salt, 4 hhds. rum, 10 cases Geneva, 8 do. port wine.: [446, 774, 656, 831]
- list-item: Copper and Iron Wire: [16, 197, 100, 209]
- moa-ad: [226, 860, 436, 1009]
- column-2: [226, 22, 436, 1736]
- candles-sale-ad: [6, 675, 216, 767]
- books-sale-ad: [6, 775, 216, 875]
- list-item: Gala Plaid Wool Shawls: [236, 575, 330, 587]
- ad-title: WANTED TO PURCHASE IN QUANTITIES—: [227, 745, 435, 768]
- ad-text: To Col. Wynyard's Committee.: [268, 289, 394, 301]
- ad-intro: Will Sell by Auction, at Newmarket, on Tuesday, the 14th instant, at 10 o'clock—: [6, 909, 216, 933]
- rule: [226, 1202, 436, 1203]
- ad-text: Apply to: [534, 73, 568, 85]
- rule: [446, 233, 656, 234]
- editorial-paragraph: There is little colonial news of interest by this arrival,—which indeed only brings a few days' later papers than those received by the Spencer.: [886, 1020, 1108, 1056]
- departures-heading: DEPARTURES.: [523, 536, 579, 547]
- list-item: Brown and undressed Holland: [236, 632, 353, 644]
- list-item: Sheep Shears, Needles: [16, 231, 104, 243]
- ad-text: SEVEN TONS OF HAY, of the best quality saved in good weather.: [446, 48, 656, 71]
- list-item: Lead Pencils, Pens, Wafers: [16, 287, 120, 299]
- ad-intro: Will Sell by Auction, at their Mart, Queen-Street, on Saturday next, 11th inst.: [6, 814, 216, 837]
- list-item: Latches, various, Curtain Rings: [16, 163, 138, 175]
- rule: [446, 1084, 656, 1085]
- letter-text: On King George's Sound, April 28th, and arrived at Port Adelaide on the 4th May, having been 142 days from London, and 120 days finally from Plymouth.: [666, 1228, 876, 1262]
- list-item: 1 Case }: [236, 1081, 269, 1093]
- editorial-paragraph: The great central fact of the existence and availability of a safe and direct channel of access to the Manukau Harbour for large vessels, is abundantly attested by the statement that the Pandora herself passed through it, with winding sails set, at near low water, in four and a-quarter fathoms,—the course steered having been the most straight and direct line, and that which is indicated by the most conspicuous objects,—and the passage having been made "on the day after a westerly gale, without a breaker.": [886, 1305, 1108, 1437]
- list-item: Ladies' Silk Neck Ties, Habit Shirts, and Gloves: [236, 598, 422, 610]
- list-item: Do. Black and White Silk, and Cotton Hose: [236, 609, 404, 621]
- editorial: [886, 413, 1108, 1670]
